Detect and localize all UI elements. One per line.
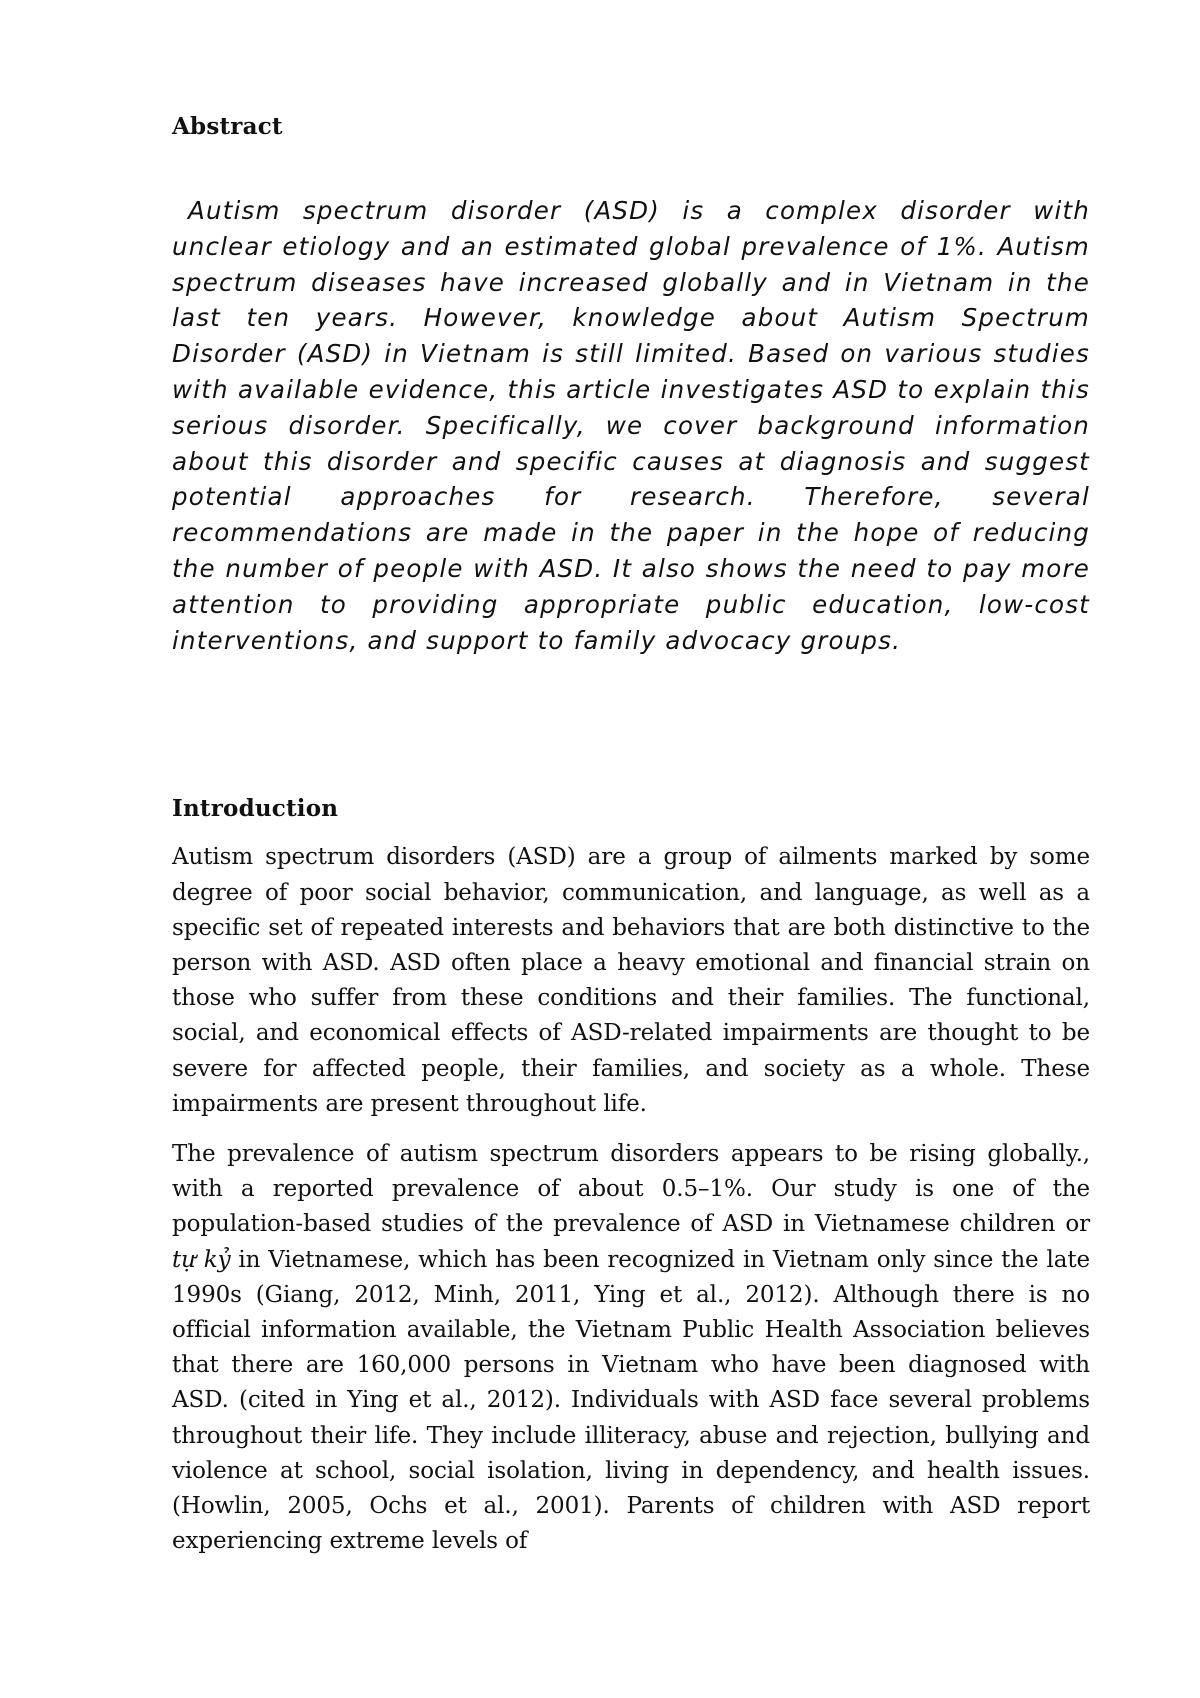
vietnamese-term: tự kỷ [172, 1246, 231, 1273]
paragraph-2-end: in Vietnamese, which has been recognized in Vietnam only since the late 1990s (Giang, 2012, Minh, 2011, Ying et al., 2012). Although there is no official information available, the Vietnam Public Health Association believes that there are 160,000 persons in Vietnam who have been diagnosed with ASD. (cited in Ying et al., 2012). Individuals with ASD face several problems throughout their life. They include illiteracy, abuse and rejection, bullying and violence at school, social isolation, living in dependency, and health issues. (Howlin, 2005, Ochs et al., 2001). Parents of children with ASD report experiencing extreme levels of [172, 1246, 1090, 1555]
introduction-paragraph-2 [172, 1137, 1090, 1559]
abstract-heading: Abstract [172, 113, 283, 140]
page-content [172, 112, 1090, 1559]
abstract-paragraph: Autism spectrum disorder (ASD) is a complex disorder with unclear etiology and an estimated global prevalence of 1%. Autism spectrum diseases have increased globally and in Vietnam in the last ten years. However, knowledge about Autism Spectrum Disorder (ASD) in Vietnam is still limited. Based on various studies with available evidence, this article investigates ASD to explain this serious disorder. Specifically, we cover background information about this disorder and specific causes at diagnosis and suggest potential approaches for research. Therefore, several recommendations are made in the paper in the hope of reducing the number of people with ASD. It also shows the need to pay more attention to providing appropriate public education, low-cost interventions, and support to family advocacy groups. [172, 196, 1090, 655]
introduction-paragraph-1: Autism spectrum disorders (ASD) are a group of ailments marked by some degree of poor social behavior, communication, and language, as well as a specific set of repeated interests and behaviors that are both distinctive to the person with ASD. ASD often place a heavy emotional and financial strain on those who suffer from these conditions and their families. The functional, social, and economical effects of ASD-related impairments are thought to be severe for affected people, their families, and society as a whole. These impairments are present throughout life. [172, 844, 1090, 1117]
introduction-heading: Introduction [172, 795, 339, 823]
paragraph-2-start: The prevalence of autism spectrum disorders appears to be rising globally., with a reported prevalence of about 0.5–1%. Our study is one of the population-based studies of the prevalence of ASD in Vietnamese children or [172, 1140, 1090, 1238]
